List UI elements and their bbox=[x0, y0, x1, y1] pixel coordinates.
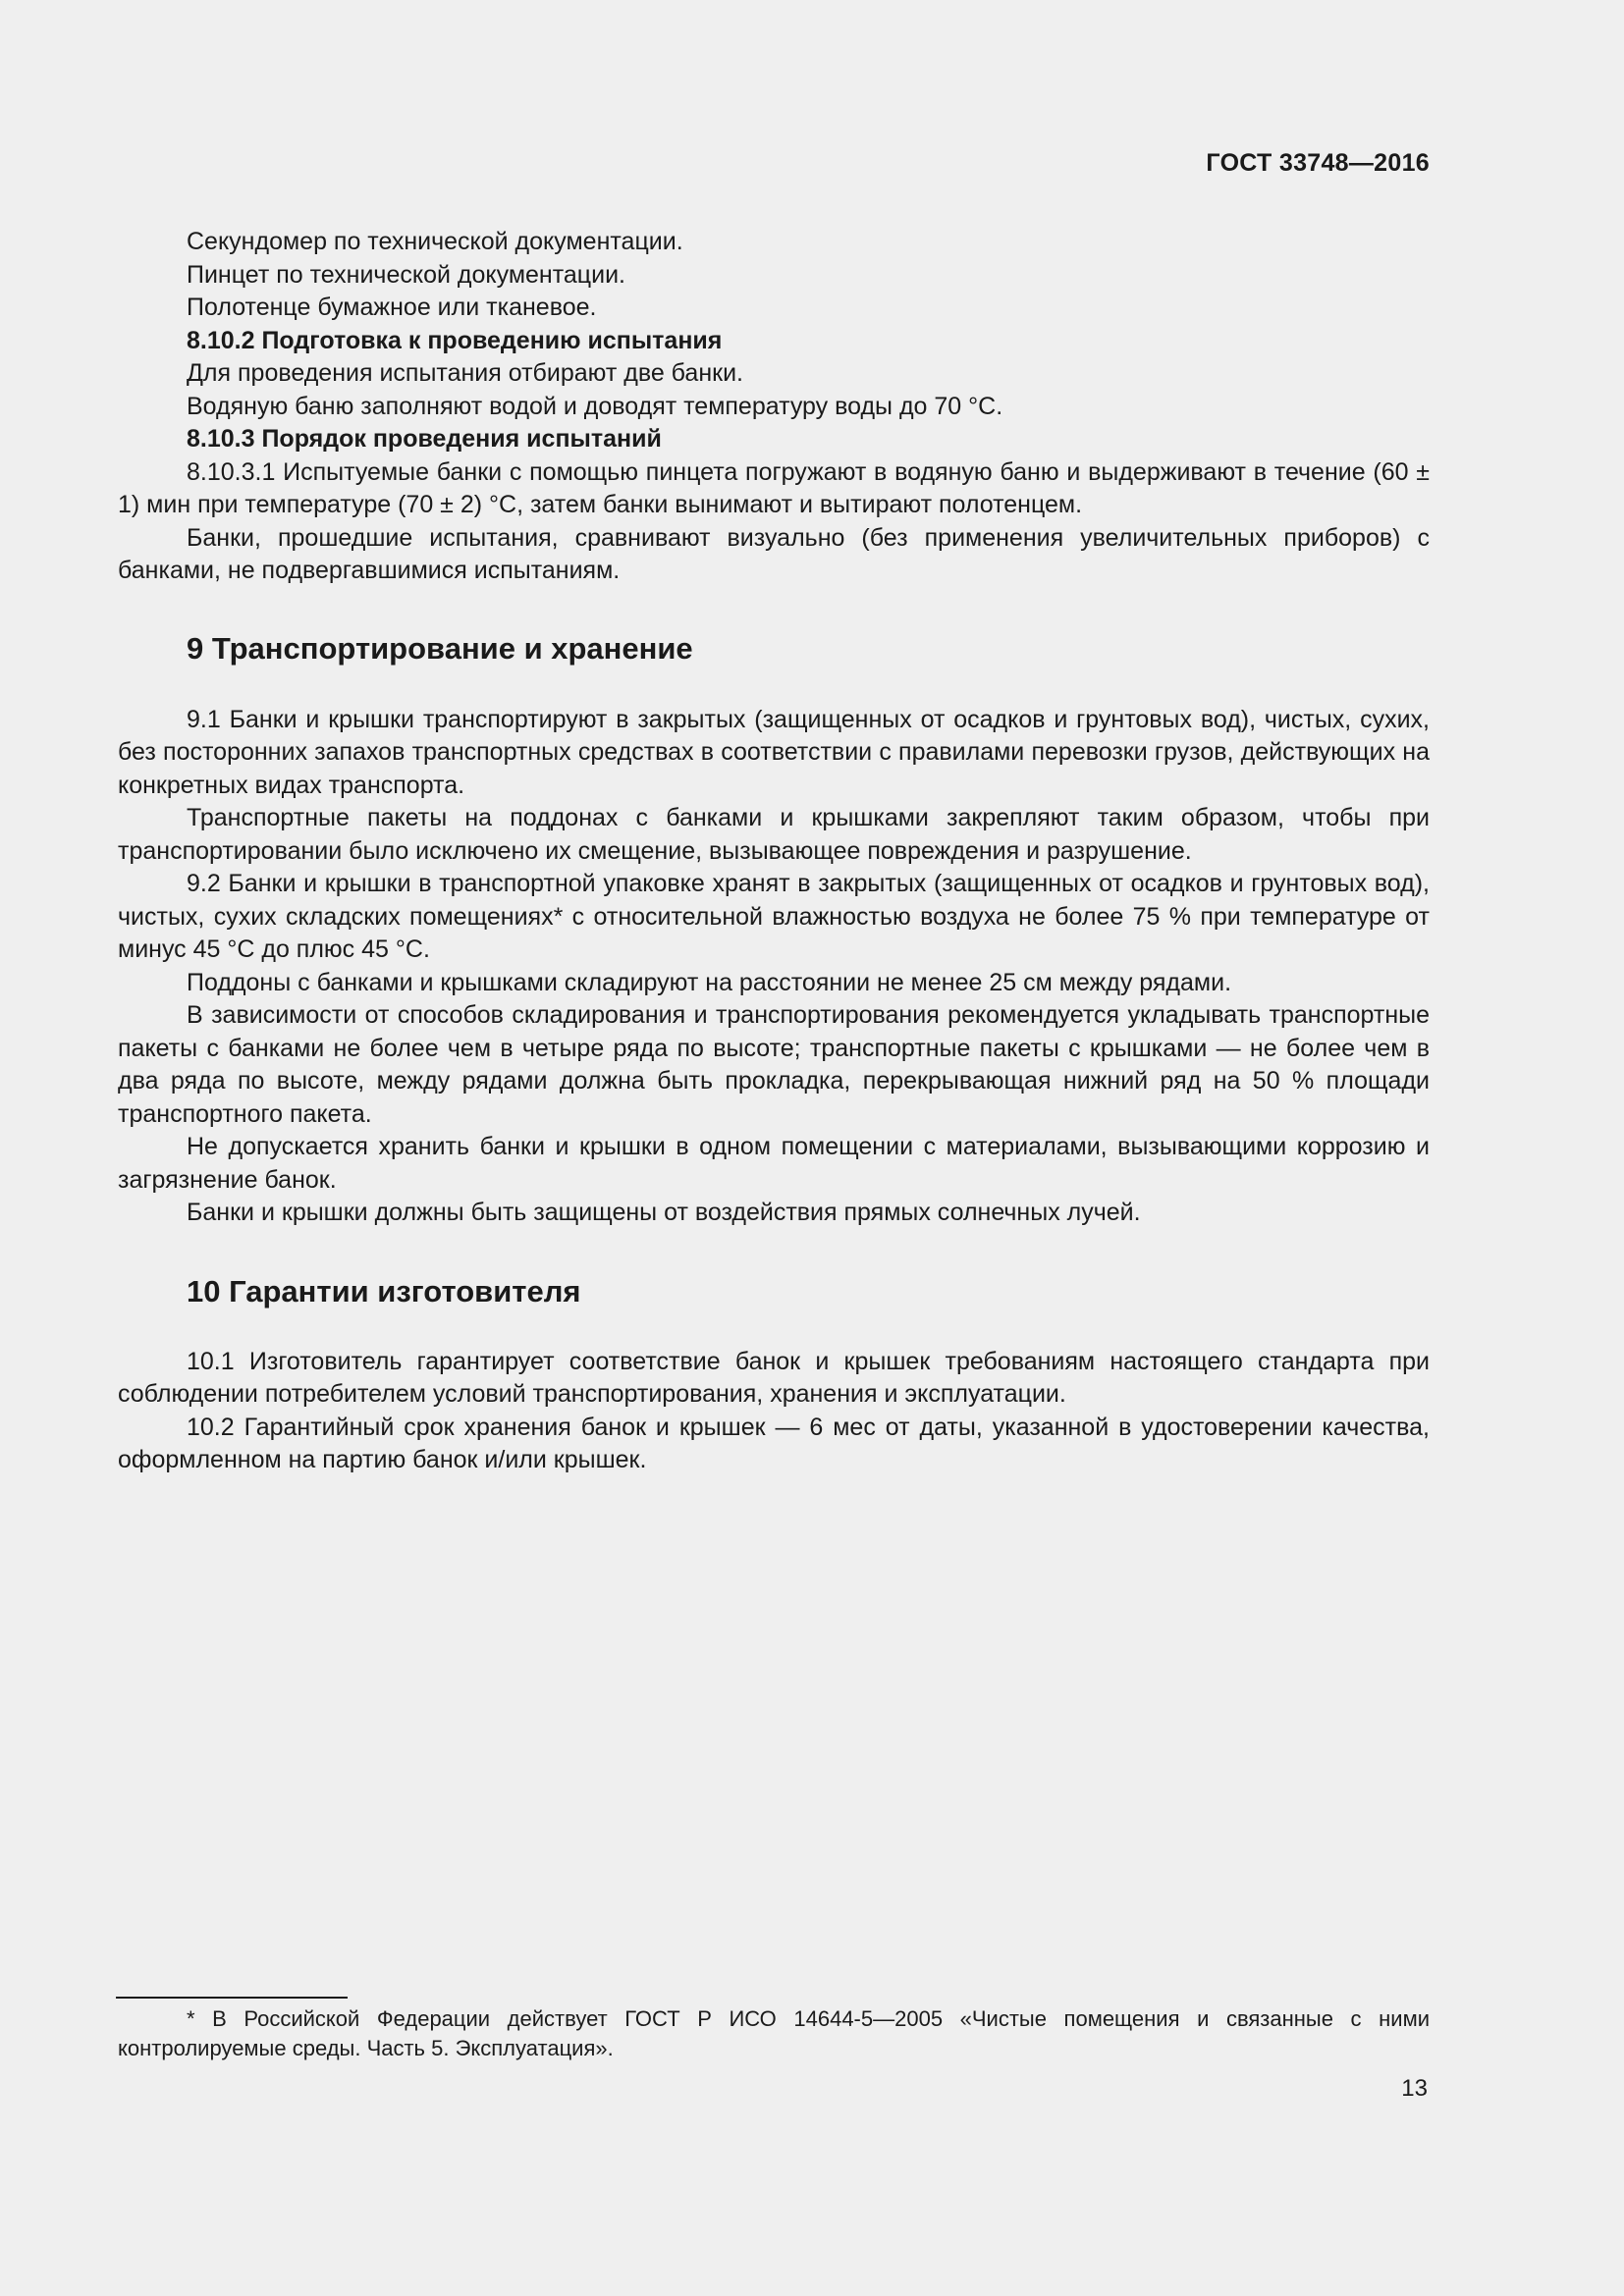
paragraph-9-1: 9.1 Банки и крышки транспортируют в закрытых (защищенных от осадков и грунтовых вод), чистых, сухих, без посторонних запахов транспортных средствах в соответствии с правилами перевозки грузов, действующих на конкретных видах транспорта. bbox=[118, 705, 1430, 799]
paragraph-stopwatch: Секундомер по технической документации. bbox=[187, 228, 683, 255]
paragraph-towel: Полотенце бумажное или тканевое. bbox=[187, 294, 597, 321]
paragraph-8-10-2-2: Водяную баню заполняют водой и доводят температуру воды до 70 °С. bbox=[187, 392, 1003, 420]
section-heading-10: 10 Гарантии изготовителя bbox=[187, 1273, 581, 1308]
paragraph-8-10-3-2: Банки, прошедшие испытания, сравнивают визуально (без применения увеличительных приборов) с банками, не подвергавшимися испытаниям. bbox=[118, 523, 1430, 584]
section-heading-9: 9 Транспортирование и хранение bbox=[187, 630, 693, 666]
paragraph-9-2-d: Не допускается хранить банки и крышки в одном помещении с материалами, вызывающими коррозию и загрязнение банок. bbox=[118, 1133, 1430, 1194]
paragraph-8-10-3-1: 8.10.3.1 Испытуемые банки с помощью пинцета погружают в водяную баню и выдерживают в течение (60 ± 1) мин при температуре (70 ± 2) °С, затем банки вынимают и вытирают полотенцем. bbox=[118, 457, 1430, 518]
document-code: ГОСТ 33748—2016 bbox=[1206, 149, 1430, 177]
paragraph-9-2-e: Банки и крышки должны быть защищены от воздействия прямых солнечных лучей. bbox=[187, 1199, 1141, 1226]
subsection-title-8-10-3: 8.10.3 Порядок проведения испытаний bbox=[187, 425, 662, 453]
paragraph-10-1: 10.1 Изготовитель гарантирует соответствие банок и крышек требованиям настоящего стандарта при соблюдении потребителем условий транспортирования, хранения и эксплуатации. bbox=[118, 1347, 1430, 1408]
paragraph-10-2: 10.2 Гарантийный срок хранения банок и крышек — 6 мес от даты, указанной в удостоверении качества, оформленном на партию банок и/или крышек. bbox=[118, 1413, 1430, 1473]
paragraph-9-1-b: Транспортные пакеты на поддонах с банками и крышками закрепляют таким образом, чтобы при транспортировании было исключено их смещение, вызывающее повреждения и разрушение. bbox=[118, 804, 1430, 865]
footnote: * В Российской Федерации действует ГОСТ Р ИСО 14644-5—2005 «Чистые помещения и связанные с ними контролируемые среды. Часть 5. Эксплуатация». bbox=[118, 2006, 1430, 2060]
subsection-title-8-10-2: 8.10.2 Подготовка к проведению испытания bbox=[187, 326, 723, 354]
page-number: 13 bbox=[1401, 2075, 1428, 2102]
paragraph-tweezers: Пинцет по технической документации. bbox=[187, 260, 625, 289]
paragraph-9-2-c: В зависимости от способов складирования и транспортирования рекомендуется укладывать транспортные пакеты с банками не более чем в четыре ряда по высоте; транспортные пакеты с крышками — не более чем в два ряда по высоте, между рядами должна быть прокладка, перекрывающая нижний ряд на 50 % площади транспортного пакета. bbox=[118, 1001, 1430, 1128]
paragraph-9-2-b: Поддоны с банками и крышками складируют на расстоянии не менее 25 см между рядами. bbox=[187, 968, 1232, 996]
page-body bbox=[118, 226, 1430, 1477]
paragraph-9-2: 9.2 Банки и крышки в транспортной упаковке хранят в закрытых (защищенных от осадков и грунтовых вод), чистых, сухих складских помещениях* с относительной влажностью воздуха не более 75 % при температуре от минус 45 °С до плюс 45 °С. bbox=[118, 870, 1430, 963]
paragraph-8-10-2-1: Для проведения испытания отбирают две банки. bbox=[187, 359, 743, 387]
footnote-divider bbox=[116, 1997, 348, 1999]
